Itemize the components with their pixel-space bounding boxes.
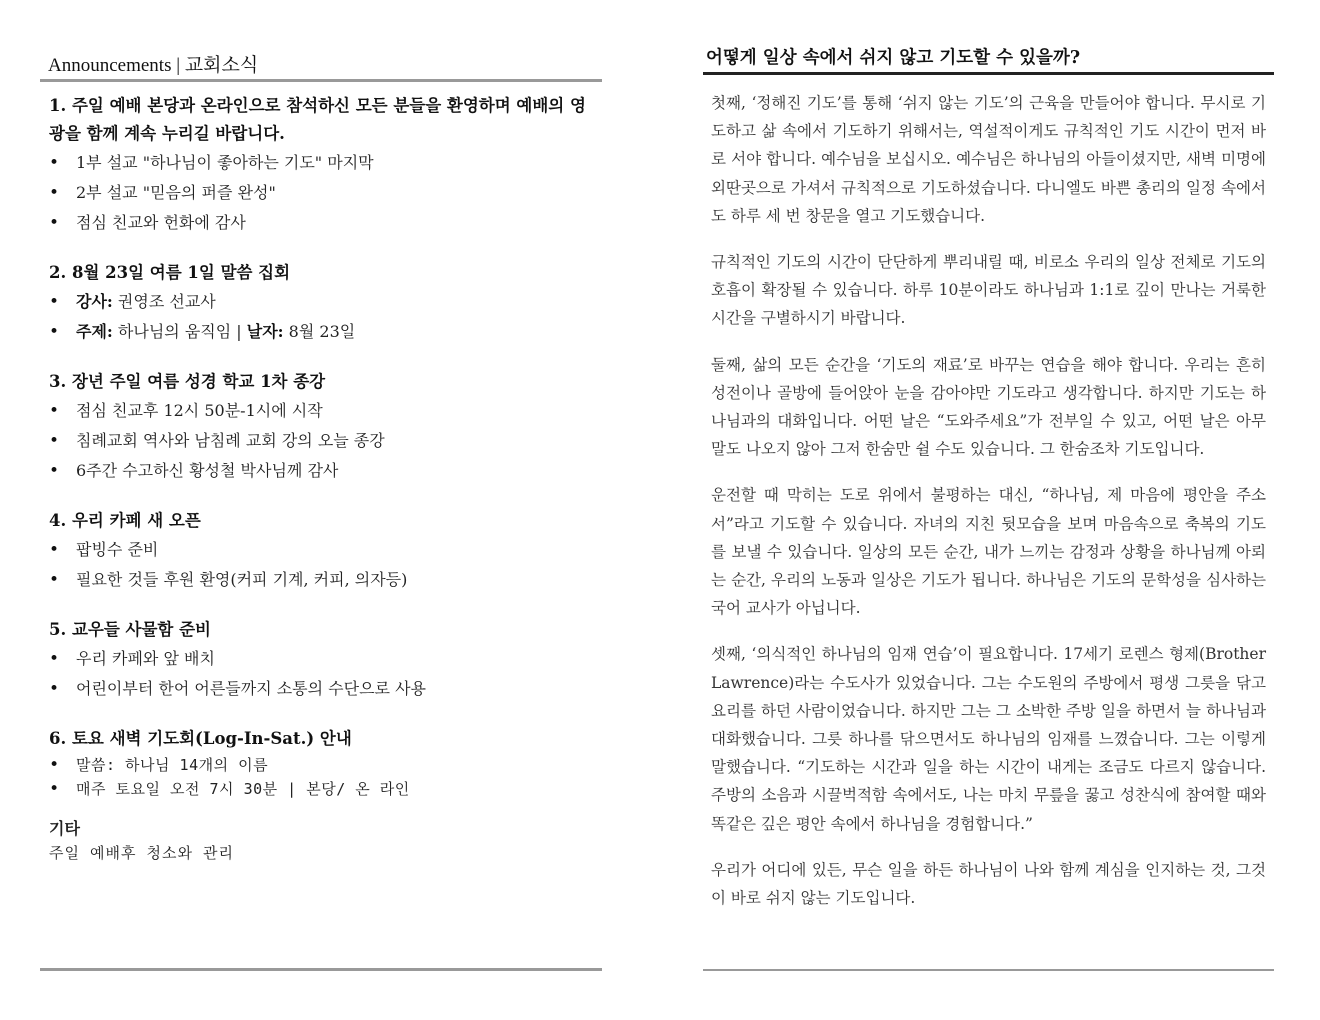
section-items (49, 535, 597, 595)
topic-label: 주제: (76, 322, 113, 341)
title-divider (40, 79, 602, 82)
section-items (49, 644, 597, 704)
section-title: 3. 장년 주일 여름 성경 학교 1차 종강 (49, 372, 326, 391)
list-item: • 1부 설교 "하나님이 좋아하는 기도" 마지막 (49, 148, 597, 178)
list-item: • 2부 설교 "믿음의 퍼즐 완성" (49, 178, 597, 208)
announcements-title: Announcements | 교회소식 (48, 55, 259, 76)
misc-title: 기타 (49, 819, 80, 838)
paragraph: 규칙적인 기도의 시간이 단단하게 뿌리내릴 때, 비로소 우리의 일상 전체로 기도의 호흡이 확장될 수 있습니다. 하루 10분이라도 하나님과 1:1로 깊이 만나는 거룩한 시간을 구별하시기 바랍니다. (711, 253, 1266, 328)
list-item: • 매주 토요일 오전 7시 30분 | 본당/ 온 라인 (49, 777, 597, 801)
section-items (49, 148, 597, 238)
bottom-divider (703, 969, 1274, 971)
paragraph: 운전할 때 막히는 도로 위에서 불평하는 대신, “하나님, 제 마음에 평안을 주소서”라고 기도할 수 있습니다. 자녀의 지친 뒷모습을 보며 마음속으로 축복의 기도를 보낼 수 있습니다. 일상의 모든 순간, 내가 느끼는 감정과 상황을 하나님께 아뢰는 순간, 우리의 노동과 일상은 기도가 됩니다. 하나님은 기도의 문학성을 심사하는 국어 교사가 아닙니다. (711, 486, 1266, 618)
list-item: • 말씀: 하나님 14개의 이름 (49, 753, 597, 777)
section-title: 4. 우리 카페 새 오픈 (49, 511, 201, 530)
paragraph: 둘째, 삶의 모든 순간을 ‘기도의 재료’로 바꾸는 연습을 해야 합니다. 우리는 흔히 성전이나 골방에 들어앉아 눈을 감아야만 기도라고 생각합니다. 하지만 기도는 하나님과의 대화입니다. 어떤 날은 “도와주세요”가 전부일 수 있고, 어떤 날은 아무 말도 나오지 않아 그저 한숨만 쉴 수도 있습니다. 그 한숨조차 기도입니다. (711, 355, 1266, 459)
section-title: 6. 토요 새벽 기도회(Log-In-Sat.) 안내 (49, 729, 352, 748)
section-items (49, 396, 597, 486)
list-item: • 우리 카페와 앞 배치 (49, 644, 597, 674)
article-body (711, 89, 1266, 930)
section-items (49, 753, 597, 801)
article-title: 어떻게 일상 속에서 쉬지 않고 기도할 수 있을까? (706, 48, 1081, 68)
list-item: • 필요한 것들 후원 환영(커피 기계, 커피, 의자등) (49, 565, 597, 595)
paragraph: 첫째, ‘정해진 기도’를 통해 ‘쉬지 않는 기도’의 근육을 만들어야 합니다. 무시로 기도하고 삶 속에서 기도하기 위해서는, 역설적이게도 규칙적인 기도 시간이 먼저 바로 서야 합니다. 예수님을 보십시오. 예수님은 하나님의 아들이셨지만, 새벽 미명에 외딴곳으로 가셔서 규칙적으로 기도하셨습니다. 다니엘도 바쁜 총리의 일정 속에서도 하루 세 번 창문을 열고 기도했습니다. (711, 94, 1266, 225)
bottom-divider (40, 968, 602, 971)
section-title: 5. 교우들 사물함 준비 (49, 620, 211, 639)
paragraph: 우리가 어디에 있든, 무슨 일을 하든 하나님이 나와 함께 계심을 인지하는 것, 그것이 바로 쉬지 않는 기도입니다. (711, 860, 1266, 908)
announcements-list (49, 92, 597, 865)
list-item: • 침례교회 역사와 남침례 교회 강의 오늘 종강 (49, 426, 597, 456)
date-label: 날자: (246, 322, 284, 341)
date-value: 8월 23일 (283, 322, 356, 341)
section-title: 1. 주일 예배 본당과 온라인으로 참석하신 모든 분들을 환영하며 예배의 영광을 함께 계속 누리길 바랍니다. (49, 96, 586, 143)
list-item: • 점심 친교후 12시 50분-1시에 시작 (49, 396, 597, 426)
misc-text: 주일 예배후 청소와 관리 (49, 844, 234, 862)
list-item (49, 287, 597, 317)
paragraph: 셋째, ‘의식적인 하나님의 임재 연습’이 필요합니다. 17세기 로렌스 형제(Brother Lawrence)라는 수도사가 있었습니다. 그는 수도원의 주방에서 평생 그릇을 닦고 요리를 하던 사람이었습니다. 하지만 그는 그 소박한 주방 일을 하면서 늘 하나님과 대화했습니다. 그릇 하나를 닦으면서도 하나님의 임재를 느꼈습니다. 그는 이렇게 말했습니다. “기도하는 시간과 일을 하는 시간이 내게는 조금도 다르지 않습니다. 주방의 소음과 시끌벅적함 속에서도, 나는 마치 무릎을 꿇고 성찬식에 참여할 때와 똑같은 깊은 평안 속에서 하나님을 경험합니다.” (711, 645, 1266, 833)
speaker-value: 권영조 선교사 (112, 292, 216, 311)
section-items (49, 287, 597, 347)
title-divider (703, 72, 1274, 75)
list-item: • 어린이부터 한어 어른들까지 소통의 수단으로 사용 (49, 674, 597, 704)
list-item: • 팝빙수 준비 (49, 535, 597, 565)
section-title: 2. 8월 23일 여름 1일 말씀 집회 (49, 263, 291, 282)
speaker-label: 강사: (76, 292, 113, 311)
list-item: • 점심 친교와 헌화에 감사 (49, 208, 597, 238)
topic-value: 하나님의 움직임 | (112, 322, 247, 341)
list-item: • 6주간 수고하신 황성철 박사님께 감사 (49, 456, 597, 486)
list-item (49, 317, 597, 347)
